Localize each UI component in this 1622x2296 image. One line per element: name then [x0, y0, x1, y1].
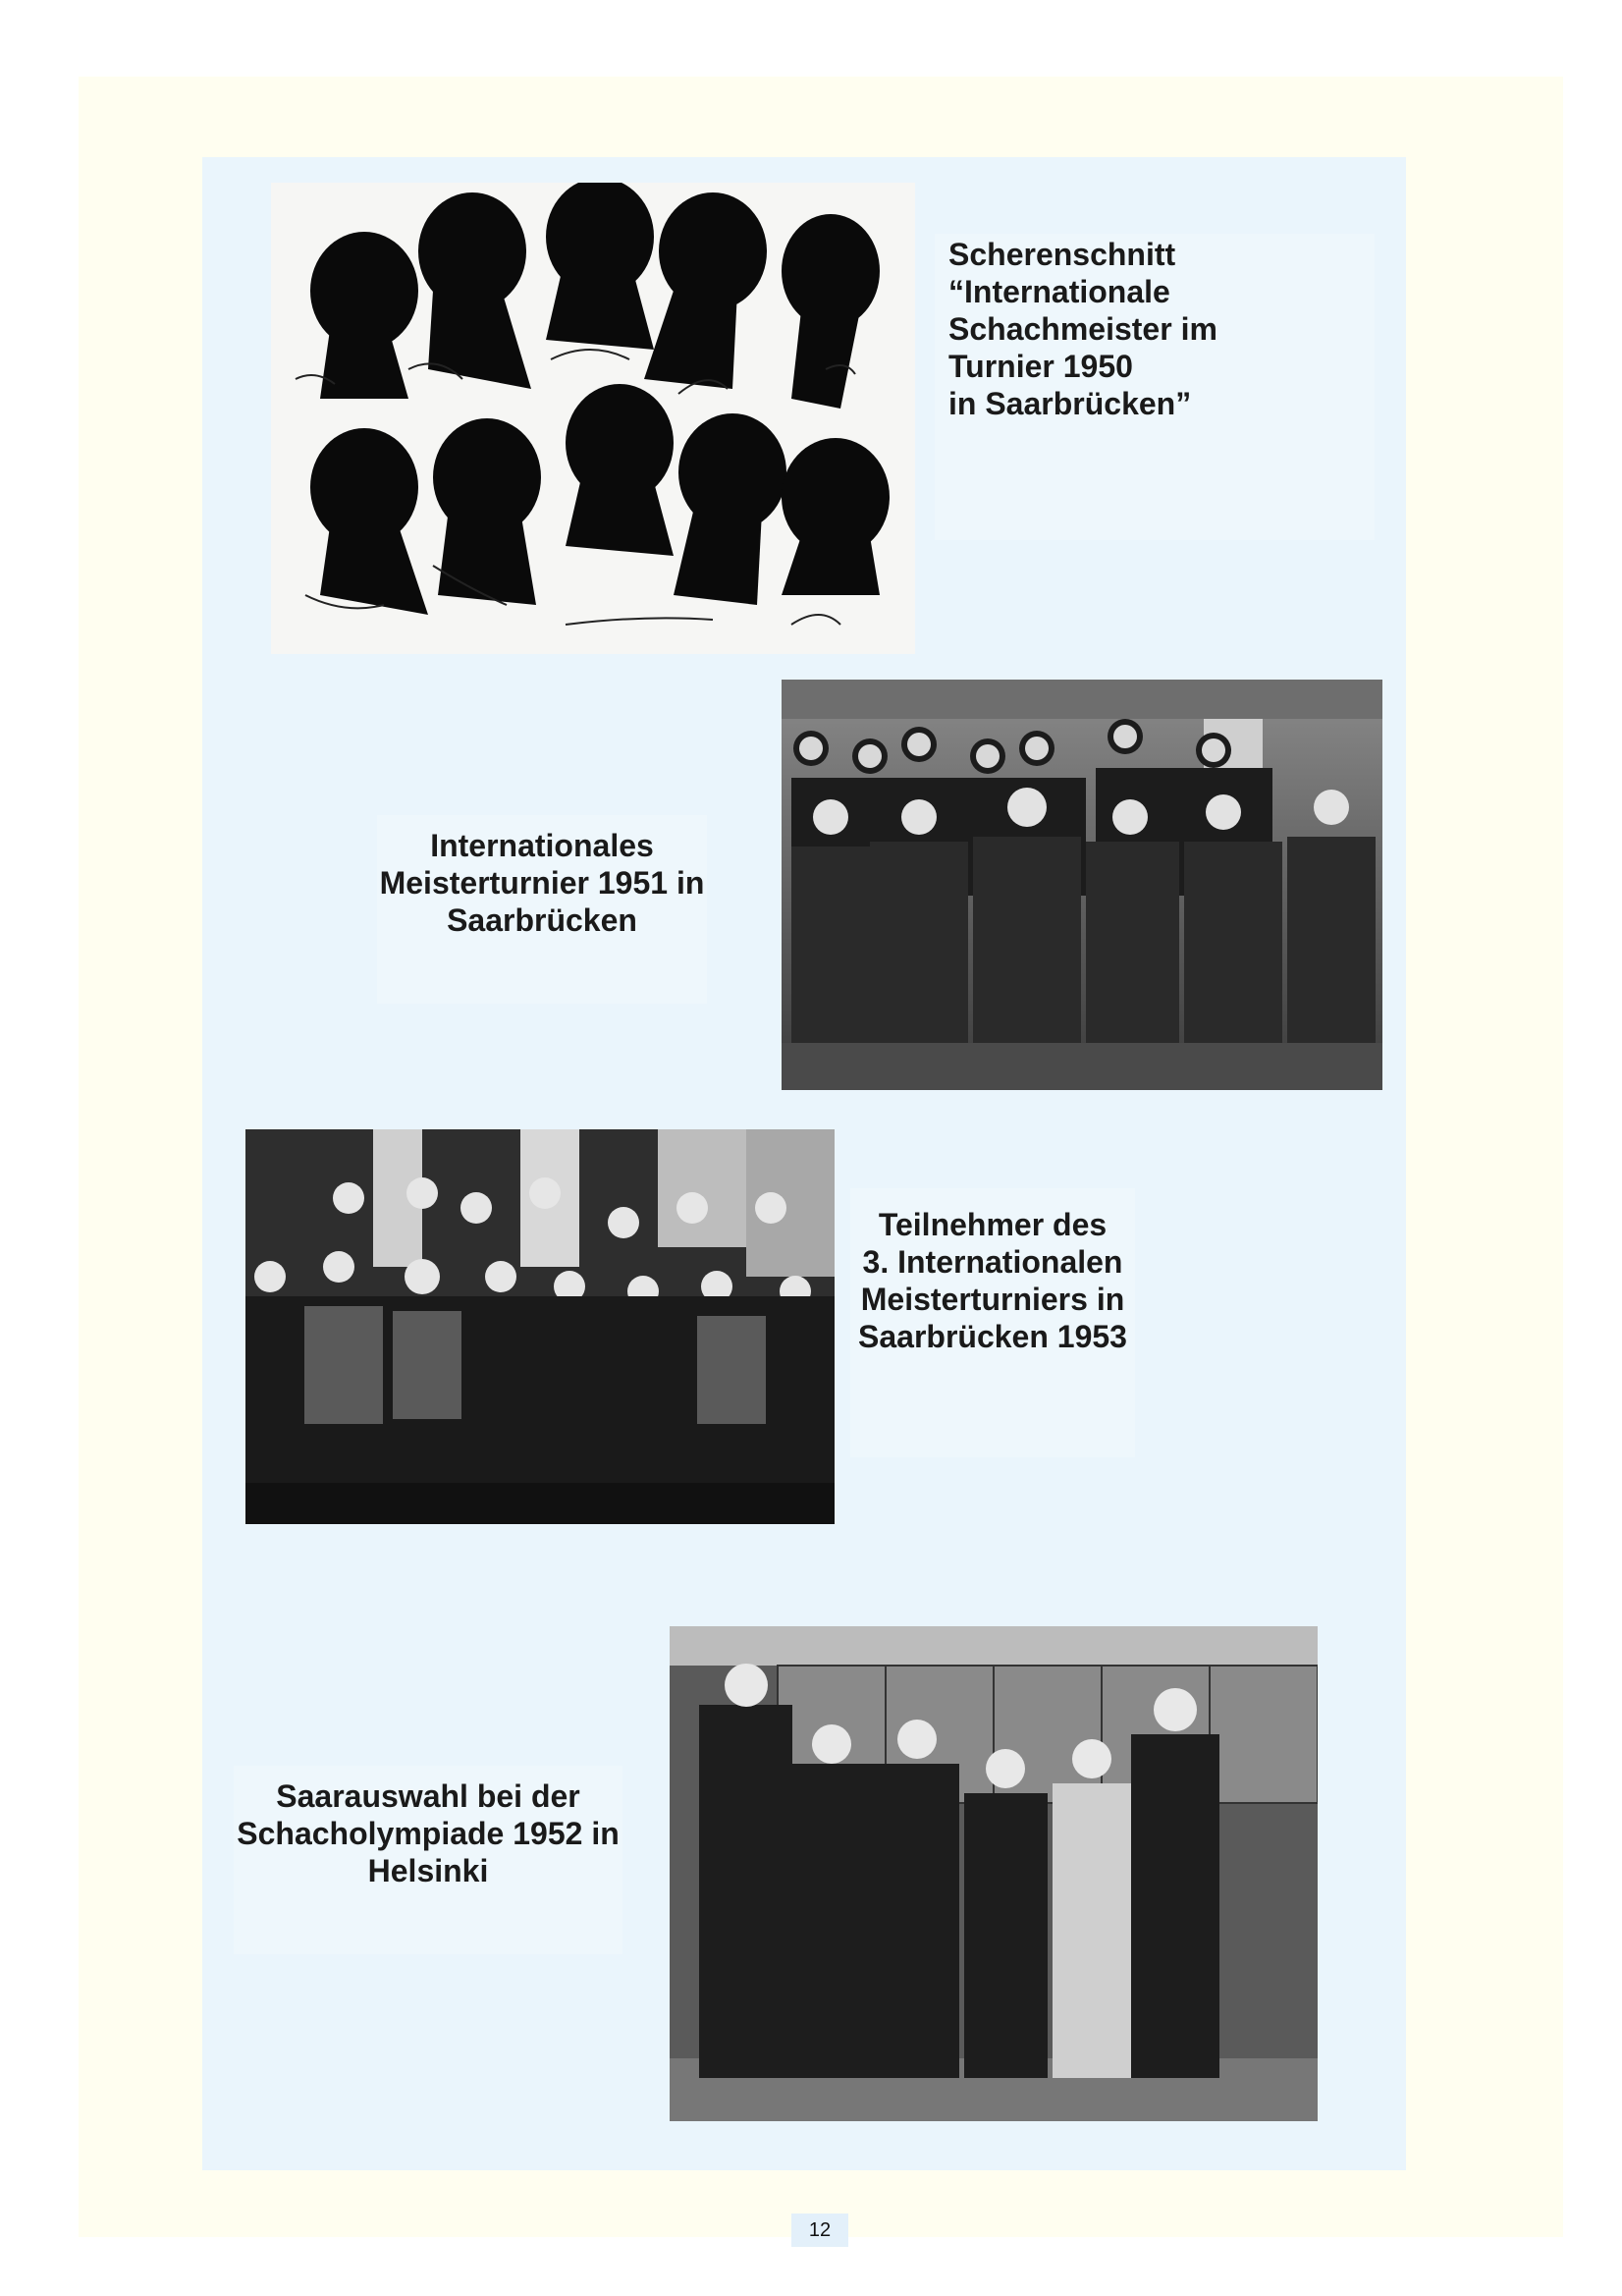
page-number: 12	[791, 2214, 848, 2247]
caption-line: Helsinki	[367, 1853, 489, 1888]
olympiad-1952-photo	[670, 1626, 1318, 2121]
caption-line: Internationales	[430, 828, 654, 863]
caption-line: Teilnehmer des	[878, 1207, 1108, 1242]
caption-line: Scherenschnitt	[948, 237, 1176, 272]
tournament-1951-photo	[782, 680, 1382, 1090]
caption-line: Turnier 1950	[948, 349, 1133, 384]
caption-line: Saarbrücken 1953	[858, 1319, 1127, 1354]
silhouette-artwork	[271, 183, 915, 654]
caption-line: Saarauswahl bei der	[276, 1778, 580, 1814]
caption-line: Meisterturnier 1951 in	[379, 865, 705, 901]
participants-1953-photo	[245, 1129, 835, 1524]
silhouette-caption	[935, 234, 1375, 540]
caption-line: Schachmeister im	[948, 311, 1217, 347]
caption-line: 3. Internationalen	[862, 1244, 1123, 1280]
caption-line: Saarbrücken	[447, 902, 637, 938]
tournament-1951-caption	[377, 815, 707, 1004]
caption-line: “Internationale	[948, 274, 1170, 309]
caption-line: Meisterturniers in	[860, 1282, 1125, 1317]
participants-1953-caption	[850, 1188, 1135, 1457]
caption-line: Schacholympiade 1952 in	[237, 1816, 620, 1851]
caption-line: in Saarbrücken”	[948, 386, 1192, 421]
olympiad-1952-caption	[234, 1766, 622, 1954]
